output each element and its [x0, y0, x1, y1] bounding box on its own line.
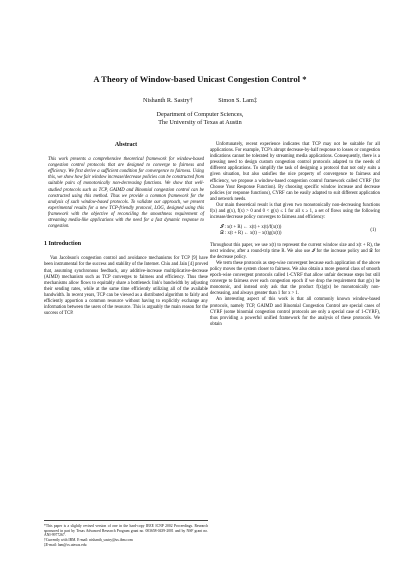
- author-name: Nishanth R. Sastry†: [143, 97, 193, 104]
- body-paragraph: Unfortunately, recent experience indicates that TCP may not be suitable for all applications. For example, TCP's abrupt decrease-by-half response to losses or congestion indications cannot be tolerated by streaming media applications. Consequently, there is a pressing need to design custom congestion control protocols adapted to the needs of different applications. To simplify the task of designing a protocol that not only suits a given situation, but also satisfies the nice property of convergence to fairness and efficiency, we propose a window-based congestion control framework called CYRF (for Choose Your Response Function). By choosing specific window increase and decrease policies (or response functions), CYRF can be easily adapted to suit different application and network needs.: [210, 142, 380, 202]
- paper-title: A Theory of Window-based Unicast Congestion Control *: [93, 74, 307, 84]
- footnote-dagger: †Currently with IBM. E-mail: nishanth_sastry@us.ibm.com: [44, 538, 133, 543]
- equation-number: (1): [370, 228, 376, 234]
- affiliation: [0, 111, 400, 127]
- body-paragraph: Throughout this paper, we use x(t) to represent the current window size and x(t + R), the next window, after a round-trip time R. We also use 𝓘 for the increase policy and 𝒟 for the decrease policy.: [210, 242, 380, 260]
- body-paragraph: We term these protocols as step-wise convergent because each application of the above policy moves the system closer to fairness. We also obtain a more general class of smooth epoch-wise convergent protocols called 1-CYRF that allow unfair decrease steps but still converge to fairness over each congestion epoch if we drop the requirement that g(x) be monotonic, and instead only ask that the product f(x)g(x) be monotonically non-decreasing, and always greater than 1 for x > 1.: [210, 260, 380, 297]
- section-heading-introduction: 1 Introduction: [44, 241, 82, 248]
- left-column: [44, 142, 208, 317]
- footnotes: [44, 520, 208, 548]
- affiliation-line: The University of Texas at Austin: [158, 118, 242, 126]
- right-column: [210, 142, 380, 328]
- equation-increase: 𝓘 : x(t + R) ← x(t) + x(t)/f(x(t)): [220, 225, 282, 231]
- author-name: Simon S. Lam‡: [218, 97, 257, 104]
- body-paragraph: An interesting aspect of this work is that all commonly known window-based protocols, namely TCP, GAIMD and Binomial Congestion Control are special cases of CYRF (some binomial congestion control protocols are only a special case of 1-CYRF), thus providing a powerful unified framework for the analysis of these protocols. We obtain: [210, 297, 380, 327]
- affiliation-line: Department of Computer Sciences,: [156, 111, 244, 118]
- body-paragraph: Our main theoretical result is that given two monotonically non-decreasing functions f(x) and g(x), f(x) > 0 and 0 < g(x) ≤ 1 for all x ≥ 1, a set of flows using the following increase/decrease policy converges to fairness and efficiency:: [210, 202, 380, 221]
- author-list: [0, 97, 400, 104]
- abstract-text: This work presents a comprehensive theoretical framework for window-based congestion control protocols that are designed to converge to fairness and efficiency. We first derive a sufficient condition for convergence to fairness. Using this, we show how fair window increase/decrease policies can be constructed from suitable pairs of monotonically non-decreasing functions. We show that well-studied protocols such as TCP, GAIMD and Binomial congestion control can be constructed using this method. Thus we provide a common framework for the analysis of such window-based protocols. To validate our approach, we present experimental results for a new TCP-friendly protocol, LOG, designed using this framework with the objective of reconciling the smoothness requirement of streaming media-like applications with the need for a fast dynamic response to congestion.: [48, 157, 204, 230]
- equation-block: [220, 225, 380, 237]
- footnote-double-dagger: ‡E-mail: lam@cs.utexas.edu: [44, 542, 87, 547]
- equation-decrease: 𝒟 : x(t + R) ← x(t) − x(t)g(x(t)): [220, 231, 282, 237]
- footnote-star: *This paper is a slightly revised version of one in the hard-copy IEEE ICNP 2002 Proceedings. Research sponsored in part by Texas Advanced Research Program grant no. 003658-0439-2001 and by NSF grant no. ANI-9977267.: [44, 524, 208, 538]
- intro-paragraph: Van Jacobson's congestion control and avoidance mechanisms for TCP [9] have been instrumental for the success and stability of the Internet. Chiu and Jain [4] proved that, assuming synchronous feedback, any additive-increase multiplicative-decrease (AIMD) mechanism such as TCP converges to fairness and efficiency. Thus these mechanisms allow flows to equitably share a bottleneck link's bandwidth by adjusting their sending rates, while at the same time efficiently utilizing all of the available bandwidth. In recent years, TCP can be viewed as a distributed algorithm to fairly and efficiently apportion a common resource without having to explicitly exchange any information between the users of the resource. This is arguably the main reason for the success of TCP.: [44, 256, 208, 317]
- abstract-heading: Abstract: [114, 142, 138, 148]
- abstract-body: [44, 157, 208, 230]
